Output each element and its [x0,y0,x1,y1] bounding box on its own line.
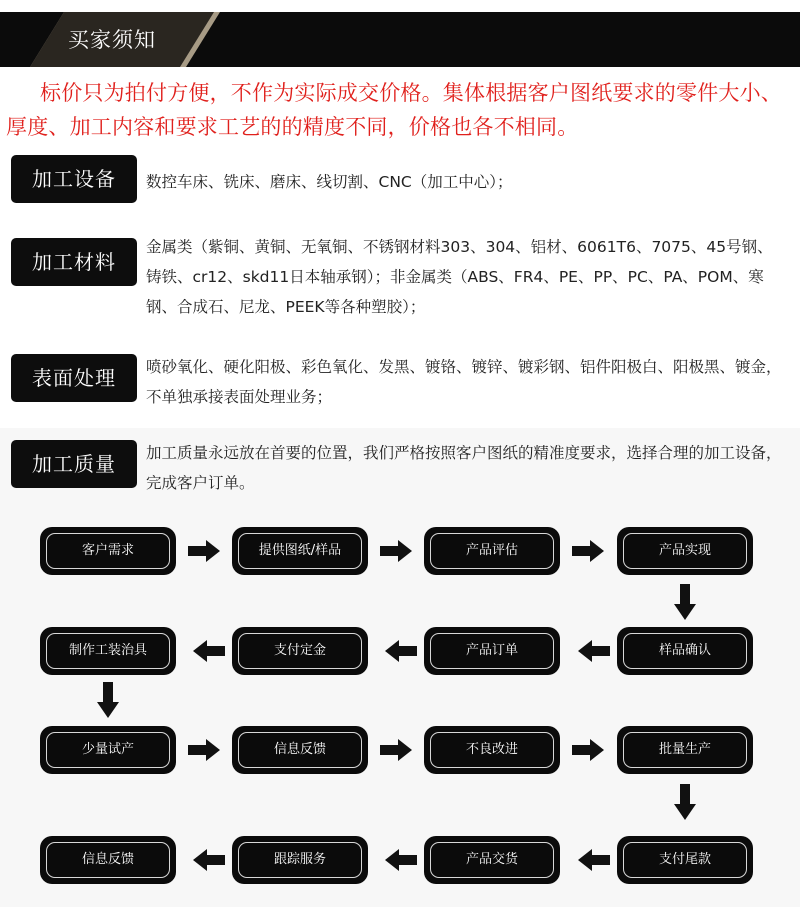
section-text-materials: 金属类（紫铜、黄铜、无氧铜、不锈钢材料303、304、铝材、6061T6、7075、45号钢、铸铁、cr12、skd11日本轴承钢）；非金属类（ABS、FR4、PE、PP、PC、PA、POM、寒钢、合成石、尼龙、PEEK等各种塑胶）； [146,238,773,316]
arrow-left-icon [578,640,610,662]
arrow-right-icon [572,739,604,761]
section-label-materials: 加工材料 [11,238,137,286]
arrow-right-icon [188,540,220,562]
arrow-right-icon [572,540,604,562]
flow-step: 跟踪服务 [232,836,368,884]
section-text-equipment: 数控车床、铣床、磨床、线切割、CNC（加工中心）； [146,173,513,191]
flow-step: 制作工装治具 [40,627,176,675]
flow-step: 信息反馈 [232,726,368,774]
section-label-equipment: 加工设备 [11,155,137,203]
flow-step: 产品交货 [424,836,560,884]
flow-step: 提供图纸/样品 [232,527,368,575]
arrow-left-icon [385,849,417,871]
flow-step: 客户需求 [40,527,176,575]
arrow-down-icon [674,584,696,620]
section-text-quality: 加工质量永远放在首要的位置，我们严格按照客户图纸的精准度要求，选择合理的加工设备，完成客户订单。 [146,444,782,492]
page-title: 买家须知 [68,28,156,52]
flow-step: 产品实现 [617,527,753,575]
section-label-surface: 表面处理 [11,354,137,402]
flow-step: 产品订单 [424,627,560,675]
arrow-down-icon [97,682,119,718]
arrow-right-icon [188,739,220,761]
flow-step: 不良改进 [424,726,560,774]
price-notice: 标价只为拍付方便，不作为实际成交价格。集体根据客户图纸要求的零件大小、厚度、加工内容和要求工艺的的精度不同，价格也各不相同。 [6,81,782,139]
section-text-surface: 喷砂氧化、硬化阳极、彩色氧化、发黑、镀铬、镀锌、镀彩钢、铝件阳极白、阳极黑、镀金，不单独承接表面处理业务； [146,358,782,406]
flow-step: 信息反馈 [40,836,176,884]
arrow-left-icon [385,640,417,662]
flow-step: 批量生产 [617,726,753,774]
flow-step: 样品确认 [617,627,753,675]
flow-step: 产品评估 [424,527,560,575]
arrow-left-icon [578,849,610,871]
arrow-right-icon [380,540,412,562]
arrow-left-icon [193,640,225,662]
flow-step: 支付尾款 [617,836,753,884]
flow-step: 少量试产 [40,726,176,774]
arrow-right-icon [380,739,412,761]
section-label-quality: 加工质量 [11,440,137,488]
arrow-left-icon [193,849,225,871]
arrow-down-icon [674,784,696,820]
flow-step: 支付定金 [232,627,368,675]
